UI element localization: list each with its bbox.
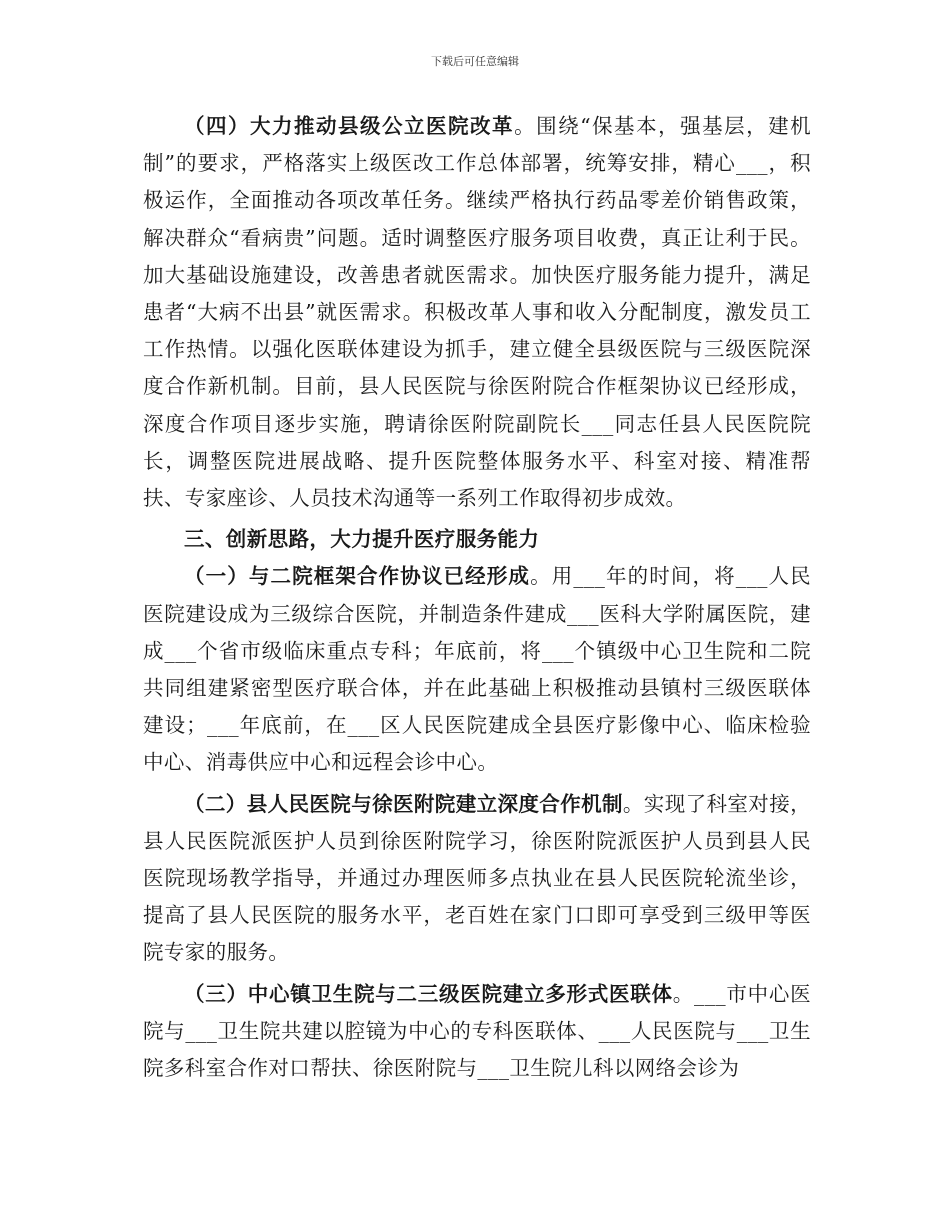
paragraph-deep-cooperation [143,786,811,972]
paragraph-lead: （一）与二院框架合作协议已经形成 [184,564,531,589]
paragraph-medical-alliance [143,976,811,1088]
paragraph-lead: （二）县人民医院与徐医附院建立深度合作机制 [184,791,623,816]
paragraph-lead: （四）大力推动县级公立医院改革 [184,114,515,138]
document-body [143,108,811,1087]
header-note: 下载后可任意编辑 [431,55,519,68]
paragraph-lead: （三）中心镇卫生院与二三级医院建立多形式医联体 [184,981,673,1006]
paragraph-text: 。实现了科室对接，县人民医院派医护人员到徐医附院学习，徐医附院派医护人员到县人民医院现场教学指导，并通过办理医师多点执业在县人民医院轮流坐诊，提高了县人民医院的服务水平，老百姓在家门口即可享受到三级甲等医院专家的服务。 [143,791,812,965]
paragraph-text: 。围绕“保基本，强基层，建机制”的要求，严格落实上级医改工作总体部署，统筹安排，精心___，积极运作，全面推动各项改革任务。继续严格执行药品零差价销售政策，解决群众“看病贵”问题。适时调整医疗服务项目收费，真正让利于民。加大基础设施建设，改善患者就医需求。加快医疗服务能力提升，满足患者“大病不出县”就医需求。积极改革人事和收入分配制度，激发员工工作热情。以强化医联体建设为抓手，建立健全县级医院与三级医院深度合作新机制。目前，县人民医院与徐医附院合作框架协议已经形成，深度合作项目逐步实施，聘请徐医附院副院长___同志任县人民医院院长，调整医院进展战略、提升医院整体服务水平、科室对接、精准帮扶、专家座诊、人员技术沟通等一系列工作取得初步成效。 [143,114,811,511]
paragraph-text: 。___市中心医院与___卫生院共建以腔镜为中心的专科医联体、___人民医院与___卫生院多科室合作对口帮扶、徐医附院与___卫生院儿科以网络会诊为 [143,981,812,1081]
paragraph-framework-agreement [143,558,811,781]
paragraph-county-hospital-reform [143,108,811,517]
section-heading: 三、创新思路，大力提升医疗服务能力 [184,527,540,552]
paragraph-text: 。用___年的时间，将___人民医院建设成为三级综合医院，并制造条件建成___医科大学附属医院，建成___个省市级临床重点专科；年底前，将___个镇级中心卫生院和二院共同组建紧密型医疗联合体，并在此基础上积极推动县镇村三级医联体建设；___年底前，在___区人民医院建成全县医疗影像中心、临床检验中心、消毒供应中心和远程会诊中心。 [143,564,811,775]
